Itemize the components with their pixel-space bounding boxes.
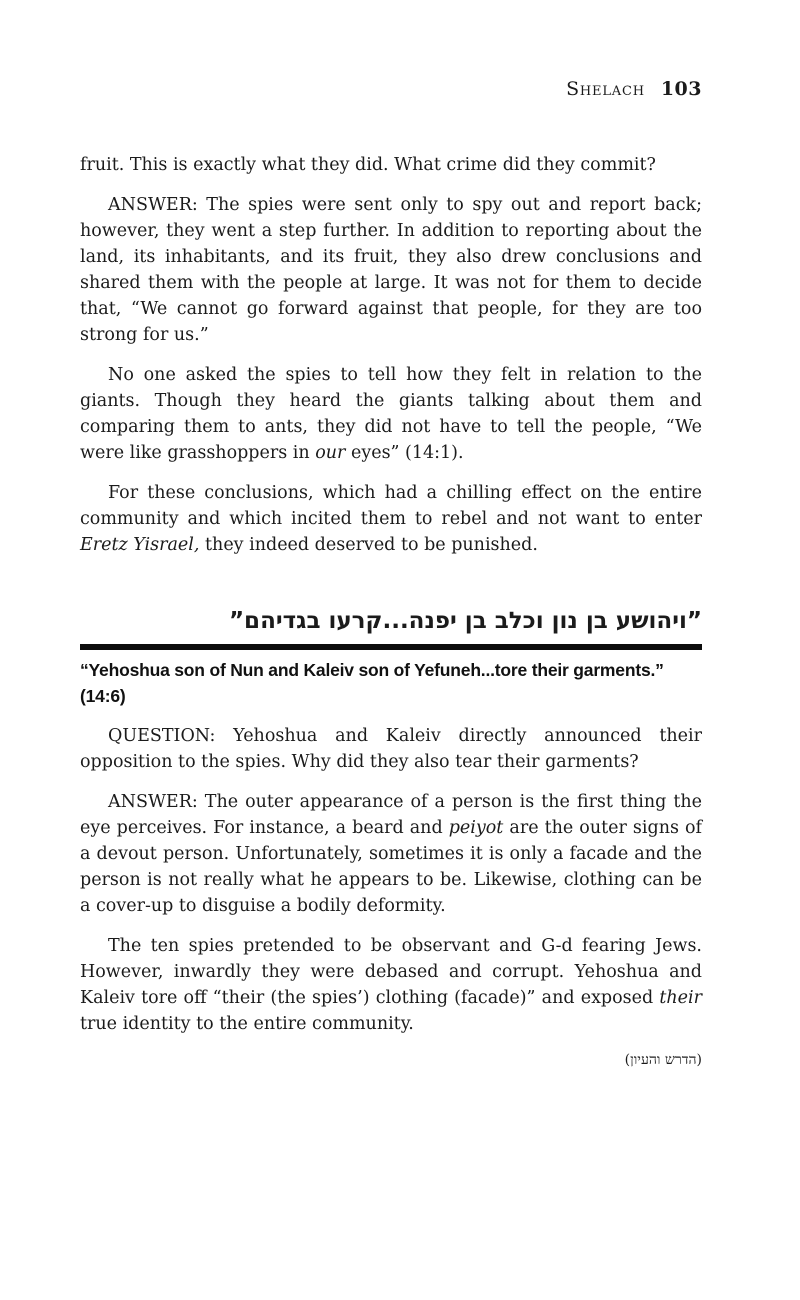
verse-translation-heading: “Yehoshua son of Nun and Kaleiv son of Yefuneh...tore their garments.” (14:6) bbox=[80, 660, 664, 706]
hebrew-verse-heading: ”ויהושע בן נון וכלב בן יפנה...קרעו בגדיהם” bbox=[228, 608, 702, 634]
body-paragraph-question: QUESTION: Yehoshua and Kaleiv directly announced their opposition to the spies. Why did they also tear their garments? bbox=[80, 726, 702, 772]
body-paragraph: No one asked the spies to tell how they felt in relation to the giants. Though they heard the giants talking about them and comparing them to ants, they did not have to tell the people, “We were like grasshoppers in our eyes” (14:1). bbox=[80, 365, 702, 463]
running-header bbox=[80, 78, 702, 100]
body-paragraph-continuation: fruit. This is exactly what they did. What crime did they commit? bbox=[80, 155, 656, 175]
body-paragraph-answer-1: ANSWER: The spies were sent only to spy out and report back; however, they went a step further. In addition to reporting about the land, its inhabitants, and its fruit, they also drew conclusions and shared them with the people at large. It was not for them to decide that, “We cannot go forward against that people, for they are too strong for us.” bbox=[80, 195, 702, 345]
body-paragraph-answer-2: ANSWER: The outer appearance of a person is the first thing the eye perceives. For instance, a beard and peiyot are the outer signs of a devout person. Unfortunately, sometimes it is only a facade and the person is not really what he appears to be. Likewise, clothing can be a cover-up to disguise a bodily deformity. bbox=[80, 792, 703, 916]
body-paragraph: The ten spies pretended to be observant and G-d fearing Jews. However, inwardly they were debased and corrupt. Yehoshua and Kaleiv tore off “their (the spies’) clothing (facade)” and exposed their true identity to the entire community. bbox=[80, 936, 702, 1034]
body-paragraph: For these conclusions, which had a chilling effect on the entire community and which incited them to rebel and not want to enter Eretz Yisrael, they indeed deserved to be punished. bbox=[80, 483, 702, 555]
section-divider-bar bbox=[80, 644, 702, 650]
source-attribution: (הדרש והעיון) bbox=[624, 1052, 702, 1068]
parsha-title: Shelach bbox=[566, 78, 645, 100]
page-number: 103 bbox=[660, 78, 702, 100]
